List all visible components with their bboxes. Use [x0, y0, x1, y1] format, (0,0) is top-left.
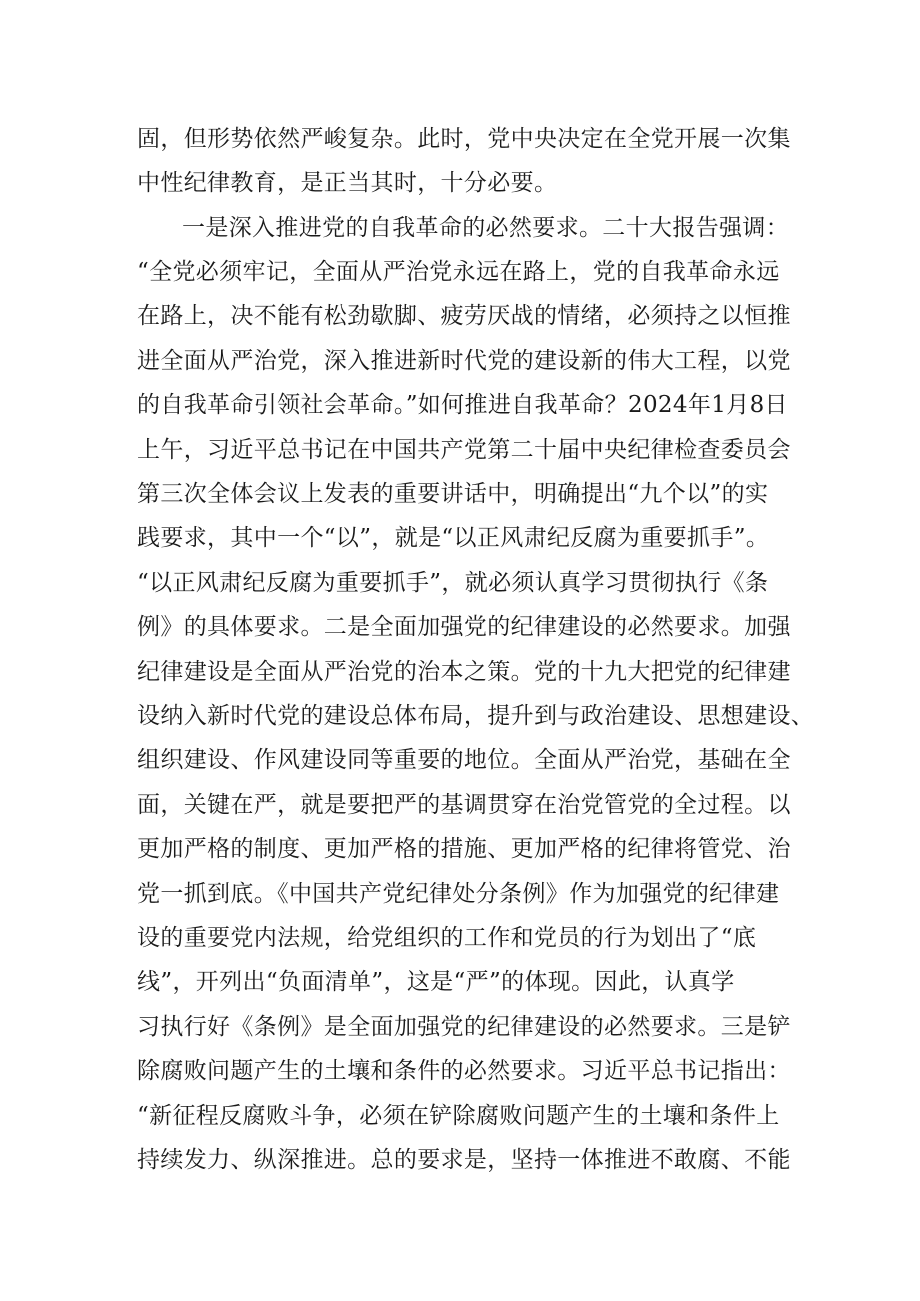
text-line: “新征程反腐败斗争，必须在铲除腐败问题产生的土壤和条件上 [137, 1103, 780, 1129]
text-line: 第三次全体会议上发表的重要讲话中，明确提出“九个以”的实 [137, 481, 769, 507]
text-line: 例》的具体要求。二是全面加强党的纪律建设的必然要求。加强 [137, 614, 791, 640]
text-line: 习执行好《条例》是全面加强党的纪律建设的必然要求。三是铲 [137, 1014, 791, 1040]
text-line: 更加严格的制度、更加严格的措施、更加严格的纪律将管党、治 [137, 836, 791, 862]
text-line: 固，但形势依然严峻复杂。此时，党中央决定在全党开展一次集 [137, 126, 791, 152]
text-line: 面，关键在严，就是要把严的基调贯穿在治党管党的全过程。以 [137, 792, 791, 818]
text-line: 党一抓到底。《中国共产党纪律处分条例》作为加强党的纪律建 [137, 881, 780, 907]
text-line: “以正风肃纪反腐为重要抓手”，就必须认真学习贯彻执行《条 [137, 570, 769, 596]
text-line: “全党必须牢记，全面从严治党永远在路上，党的自我革命永远 [137, 259, 780, 285]
text-line: 线”，开列出“负面清单”，这是“严”的体现。因此，认真学 [137, 969, 735, 995]
text-line: 持续发力、纵深推进。总的要求是，坚持一体推进不敢腐、不能 [137, 1147, 791, 1173]
text-line: 设的重要党内法规，给党组织的工作和党员的行为划出了“底 [137, 925, 757, 951]
paragraph-start-line: 一是深入推进党的自我革命的必然要求。二十大报告强调： [182, 215, 790, 241]
text-line: 上午，习近平总书记在中国共产党第二十届中央纪律检查委员会 [137, 437, 791, 463]
text-line: 中性纪律教育，是正当其时，十分必要。 [137, 170, 558, 196]
text-line: 在路上，决不能有松劲歇脚、疲劳厌战的情绪，必须持之以恒推 [137, 303, 791, 329]
text-line: 践要求，其中一个“以”，就是“以正风肃纪反腐为重要抓手”。 [137, 525, 770, 551]
text-line: 设纳入新时代党的建设总体布局，提升到与政治建设、思想建设、 [137, 703, 815, 729]
text-line: 组织建设、作风建设同等重要的地位。全面从严治党，基础在全 [137, 747, 791, 773]
text-line: 纪律建设是全面从严治党的治本之策。党的十九大把党的纪律建 [137, 659, 791, 685]
text-line: 除腐败问题产生的土壤和条件的必然要求。习近平总书记指出： [137, 1058, 791, 1084]
text-line: 的自我革命引领社会革命。”如何推进自我革命？2024年1月8日 [137, 392, 788, 418]
text-line: 进全面从严治党，深入推进新时代党的建设新的伟大工程，以党 [137, 348, 791, 374]
